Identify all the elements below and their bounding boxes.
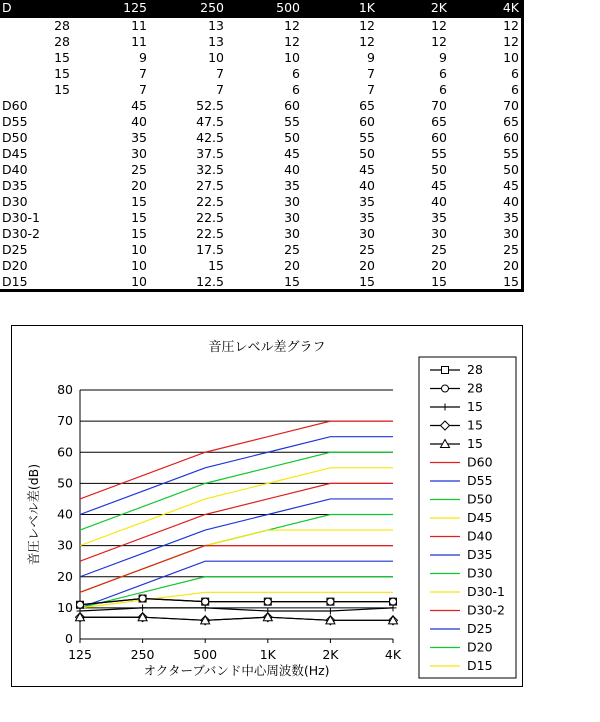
table-row — [0, 162, 521, 178]
table-cell: 15 — [131, 194, 147, 209]
table-cell: 9 — [367, 50, 375, 65]
legend-label: D35 — [467, 547, 493, 562]
table-cell: 40 — [284, 162, 300, 177]
table-cell: 7 — [216, 66, 224, 81]
table-cell: 20 — [359, 258, 375, 273]
x-tick-label: 4K — [384, 647, 402, 662]
data-table-container — [0, 0, 524, 292]
series-line — [80, 617, 393, 620]
table-cell: 7 — [216, 82, 224, 97]
legend-label: D40 — [467, 528, 493, 544]
table-cell: 17.5 — [196, 242, 224, 257]
table-cell: D50 — [2, 130, 28, 145]
table-cell: 35 — [359, 194, 375, 209]
table-header-cell: 250 — [149, 0, 226, 17]
table-cell: 50 — [359, 146, 375, 161]
x-tick-label: 1K — [259, 647, 276, 662]
table-cell: 50 — [284, 130, 300, 145]
table-cell: 60 — [359, 114, 375, 129]
table-cell: 15 — [131, 210, 147, 225]
table-row — [0, 82, 521, 98]
table-row — [0, 50, 521, 66]
table-row — [0, 178, 521, 194]
table-cell: 47.5 — [196, 114, 224, 129]
table-header-cell: 2K — [377, 0, 449, 17]
table-cell: 50 — [431, 162, 447, 177]
legend-label: 28 — [467, 362, 483, 377]
table-cell: 35 — [503, 210, 519, 225]
table-cell: 9 — [439, 50, 447, 65]
table-header-cell: D — [0, 0, 72, 17]
table-cell: D35 — [2, 178, 28, 193]
table-cell: 30 — [284, 210, 300, 225]
table-cell: 15 — [284, 274, 300, 289]
table-header-row — [0, 0, 521, 17]
series-11 — [80, 515, 393, 593]
table-cell: 20 — [503, 258, 519, 273]
table-cell: 28 — [54, 34, 70, 49]
table-cell: D30-2 — [2, 226, 40, 241]
legend-label: D30-1 — [467, 584, 505, 599]
chart-title: 音圧レベル差グラフ — [208, 340, 326, 355]
table-cell: 6 — [439, 82, 447, 97]
table-cell: 12 — [431, 34, 447, 49]
table-cell: 13 — [208, 18, 224, 33]
y-tick-label: 60 — [57, 444, 73, 460]
table-cell: 27.5 — [196, 178, 224, 193]
data-point — [77, 601, 84, 608]
series-line — [80, 515, 393, 593]
table-cell: 40 — [131, 114, 147, 129]
x-tick-label: 250 — [130, 647, 155, 662]
table-cell: 22.5 — [196, 226, 224, 241]
legend-marker — [442, 367, 449, 374]
table-cell: 15 — [54, 66, 70, 81]
table-cell: 10 — [131, 274, 147, 289]
table-cell: 15 — [431, 274, 447, 289]
table-cell: 45 — [131, 98, 147, 113]
table-cell: 15 — [359, 274, 375, 289]
legend-label: D60 — [467, 454, 493, 470]
table-cell: D15 — [2, 274, 28, 289]
table-cell: 65 — [503, 114, 519, 129]
table-cell: 25 — [131, 162, 147, 177]
table-cell: D60 — [2, 98, 28, 113]
y-tick-label: 50 — [57, 475, 73, 491]
data-point — [390, 598, 397, 605]
table-header-cell: 1K — [302, 0, 377, 17]
table-header-cell: 125 — [72, 0, 149, 17]
table-cell: 12 — [359, 34, 375, 49]
x-axis-label: オクターブバンド中心周波数(Hz) — [143, 663, 330, 678]
table-cell: 6 — [292, 66, 300, 81]
table-row — [0, 210, 521, 226]
table-cell: 6 — [511, 66, 519, 81]
table-cell: 40 — [503, 194, 519, 209]
table-cell: 60 — [503, 130, 519, 145]
table-cell: 15 — [503, 274, 519, 289]
series-4 — [76, 613, 398, 624]
table-cell: D30 — [2, 194, 28, 209]
table-cell: 6 — [292, 82, 300, 97]
table-cell: 10 — [503, 50, 519, 65]
legend-label: 15 — [467, 399, 483, 414]
table-cell: 25 — [503, 242, 519, 257]
legend-label: D50 — [467, 491, 493, 507]
table-cell: 60 — [284, 98, 300, 113]
y-tick-label: 70 — [57, 413, 73, 429]
table-cell: 15 — [131, 226, 147, 241]
legend-label: 15 — [467, 417, 483, 433]
table-header-cell: 500 — [226, 0, 302, 17]
table-row — [0, 130, 521, 146]
series-14 — [80, 561, 393, 608]
legend-label: D45 — [467, 510, 493, 525]
table-cell: 65 — [431, 114, 447, 129]
chart-frame — [11, 325, 523, 687]
table-cell: 10 — [131, 258, 147, 273]
series-line — [80, 561, 393, 608]
table-cell: 30 — [284, 194, 300, 209]
table-cell: 45 — [431, 178, 447, 193]
legend-label: D30-2 — [467, 602, 505, 618]
series-13 — [80, 546, 393, 593]
table-cell: 45 — [284, 146, 300, 161]
data-point — [202, 598, 209, 605]
chart-svg — [12, 326, 522, 686]
table-row — [0, 34, 521, 50]
table-cell: 7 — [139, 82, 147, 97]
series-2 — [77, 604, 397, 614]
table-cell: 30 — [359, 226, 375, 241]
x-tick-label: 125 — [68, 647, 92, 662]
table-cell: 60 — [431, 130, 447, 145]
table-cell: 15 — [208, 258, 224, 273]
table-cell: 15 — [54, 82, 70, 97]
table-cell: 7 — [367, 66, 375, 81]
table-cell: 6 — [439, 66, 447, 81]
table-cell: 30 — [284, 226, 300, 241]
table-cell: 7 — [367, 82, 375, 97]
table-cell: 52.5 — [196, 98, 224, 113]
y-tick-label: 0 — [65, 631, 73, 646]
table-cell: 70 — [431, 98, 447, 113]
y-tick-label: 80 — [57, 382, 73, 397]
table-cell: 22.5 — [196, 194, 224, 209]
table-cell: 35 — [284, 178, 300, 193]
table-row — [0, 258, 521, 274]
table-cell: 20 — [131, 178, 147, 193]
x-tick-label: 2K — [322, 647, 339, 662]
table-cell: D20 — [2, 258, 28, 273]
data-point — [327, 607, 334, 614]
legend-label: D25 — [467, 621, 493, 636]
table-row — [0, 226, 521, 242]
legend-label: 15 — [467, 436, 483, 451]
series-line — [80, 546, 393, 593]
y-tick-label: 10 — [57, 599, 73, 615]
table-cell: 50 — [503, 162, 519, 177]
table-row — [0, 194, 521, 210]
table-cell: 30 — [431, 226, 447, 241]
table-cell: 30 — [131, 146, 147, 161]
table-cell: 12 — [359, 18, 375, 33]
table-row — [0, 17, 521, 34]
table-cell: 12 — [503, 18, 519, 33]
table-cell: 25 — [284, 242, 300, 257]
table-cell: 55 — [359, 130, 375, 145]
table-cell: 35 — [359, 210, 375, 225]
table-cell: 35 — [131, 130, 147, 145]
table-cell: 9 — [139, 50, 147, 65]
legend-label: D55 — [467, 473, 493, 488]
table-cell: D40 — [2, 162, 28, 177]
table-cell: 10 — [208, 50, 224, 65]
table-cell: 20 — [284, 258, 300, 273]
table-row — [0, 66, 521, 82]
table-cell: D55 — [2, 114, 28, 129]
table-cell: 25 — [431, 242, 447, 257]
table-cell: 30 — [503, 226, 519, 241]
table-cell: 70 — [503, 98, 519, 113]
table-cell: 12 — [284, 18, 300, 33]
table-cell: 12 — [431, 18, 447, 33]
table-row — [0, 274, 521, 290]
legend-label: D30 — [467, 565, 493, 581]
table-cell: 55 — [431, 146, 447, 161]
data-point — [327, 598, 334, 605]
y-tick-label: 40 — [57, 506, 73, 522]
table-cell: 15 — [54, 50, 70, 65]
table-row — [0, 114, 521, 130]
y-tick-label: 30 — [57, 537, 73, 553]
data-table — [0, 0, 521, 290]
table-cell: 55 — [284, 114, 300, 129]
table-cell: 25 — [359, 242, 375, 257]
x-tick-label: 500 — [193, 647, 218, 662]
data-point — [139, 595, 146, 602]
table-cell: 10 — [131, 242, 147, 257]
table-cell: 65 — [359, 98, 375, 113]
table-cell: D25 — [2, 242, 28, 257]
table-cell: 32.5 — [196, 162, 224, 177]
table-cell: 12.5 — [196, 274, 224, 289]
table-cell: 12 — [284, 34, 300, 49]
table-cell: D45 — [2, 146, 28, 161]
table-cell: 12 — [503, 34, 519, 49]
table-cell: 28 — [54, 18, 70, 33]
legend-label: D20 — [467, 639, 493, 655]
table-cell: 13 — [208, 34, 224, 49]
table-row — [0, 146, 521, 162]
table-cell: 6 — [511, 82, 519, 97]
legend-label: D15 — [467, 658, 493, 673]
table-cell: 10 — [284, 50, 300, 65]
y-axis-label: 音圧レベル差(dB) — [26, 463, 41, 566]
table-cell: 35 — [431, 210, 447, 225]
y-tick-label: 20 — [57, 568, 73, 584]
table-cell: 42.5 — [196, 130, 224, 145]
data-point — [264, 598, 271, 605]
table-row — [0, 242, 521, 258]
table-cell: 40 — [359, 178, 375, 193]
table-cell: 11 — [131, 18, 147, 33]
table-cell: D30-1 — [2, 210, 40, 225]
legend-label: 28 — [467, 380, 483, 396]
table-cell: 7 — [139, 66, 147, 81]
table-cell: 37.5 — [196, 146, 224, 161]
table-cell: 55 — [503, 146, 519, 161]
data-point — [139, 604, 146, 611]
table-header-cell: 4K — [449, 0, 521, 17]
table-cell: 11 — [131, 34, 147, 49]
table-row — [0, 98, 521, 114]
table-cell: 45 — [359, 162, 375, 177]
legend-marker — [442, 385, 449, 392]
table-cell: 22.5 — [196, 210, 224, 225]
table-cell: 45 — [503, 178, 519, 193]
table-cell: 20 — [431, 258, 447, 273]
table-cell: 40 — [431, 194, 447, 209]
